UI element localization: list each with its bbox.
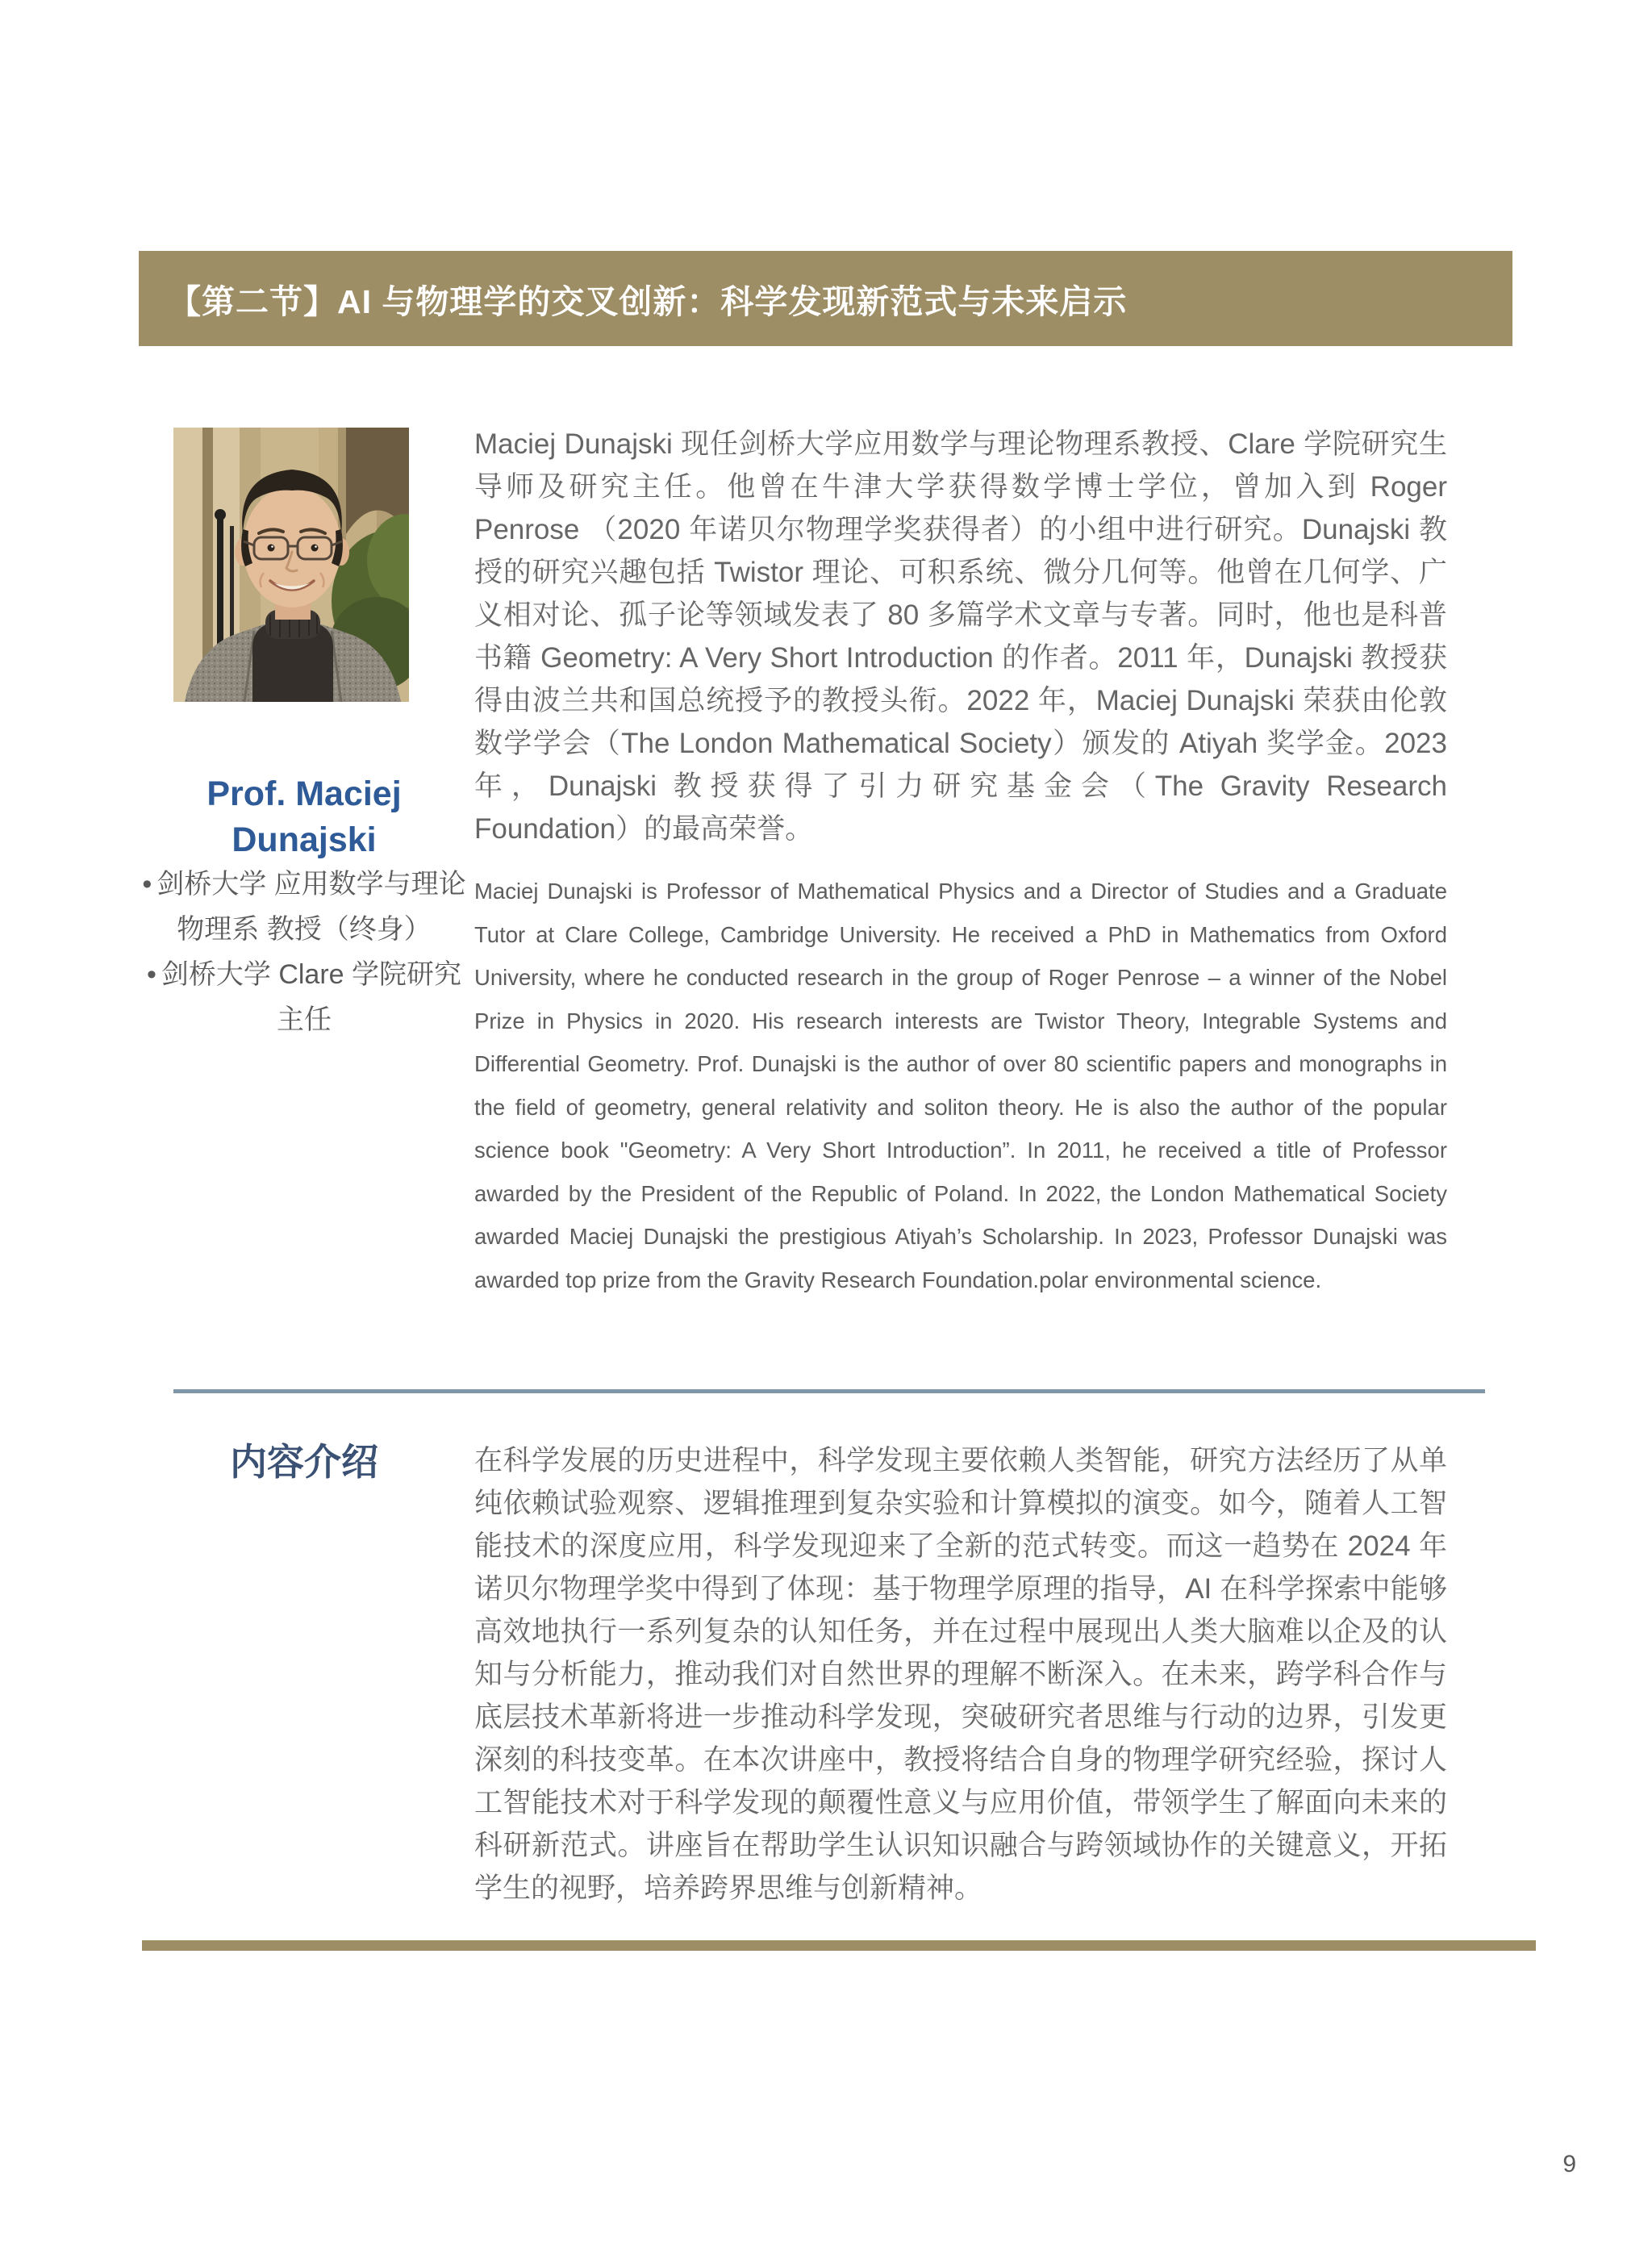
section-banner bbox=[139, 251, 1512, 346]
professor-titles bbox=[136, 862, 473, 1042]
bullet-icon: • bbox=[146, 959, 156, 990]
section-divider-line bbox=[173, 1389, 1485, 1393]
bullet-icon: • bbox=[142, 869, 152, 900]
footer-gold-bar bbox=[142, 1940, 1536, 1951]
title-item: • 剑桥大学 Clare 学院研究主任 bbox=[146, 959, 462, 1035]
section-title: 【第二节】AI 与物理学的交叉创新：科学发现新范式与未来启示 bbox=[168, 282, 1128, 320]
biography-english: Maciej Dunajski is Professor of Mathematical Physics and a Director of Studies and a Graduate Tutor at Clare College, Cambridge University. He received a PhD in Mathematics from Oxford University, where he conducted research in the group of Roger Penrose – a winner of the Nobel Prize in Physics in 2020. His research interests are Twistor Theory, Integrable Systems and Differential Geometry. Prof. Dunajski is the author of over 80 scientific papers and monographs in the field of geometry, general relativity and soliton theory. He is also the author of the popular science book "Geometry: A Very Short Introduction”. In 2011, he received a title of Professor awarded by the President of the Republic of Poland. In 2022, the London Mathematical Society awarded Maciej Dunajski the prestigious Atiyah’s Scholarship. In 2023, Professor Dunajski was awarded top prize from the Gravity Research Foundation.polar environmental science. bbox=[474, 879, 1447, 1292]
professor-name-line2: Dunajski bbox=[232, 820, 377, 859]
biography-chinese: Maciej Dunajski 现任剑桥大学应用数学与理论物理系教授、Clare 学院研究生导师及研究主任。他曾在牛津大学获得数学博士学位，曾加入到 Roger Penrose （2020 年诺贝尔物理学奖获得者）的小组中进行研究。Dunajski 教授的研究兴趣包括 Twistor 理论、可积系统、微分几何等。他曾在几何学、广义相对论、孤子论等领域发表了 80 多篇学术文章与专著。同时，他也是科普书籍 Geometry: A Very Short Introduction 的作者。2011 年，Dunajski 教授获得由波兰共和国总统授予的教授头衔。2022 年，Maciej Dunajski 荣获由伦敦数学学会（The London Mathematical Society）颁发的 Atiyah 奖学金。2023 年，Dunajski 教授获得了引力研究基金会（The Gravity Research Foundation）的最高荣誉。 bbox=[474, 428, 1447, 845]
professor-name bbox=[136, 771, 473, 863]
title-item: • 剑桥大学 应用数学与理论物理系 教授（终身） bbox=[142, 869, 466, 945]
portrait-illustration bbox=[173, 428, 409, 702]
professor-photo bbox=[173, 428, 409, 702]
professor-name-line1: Prof. Maciej bbox=[206, 774, 402, 813]
page-number: 9 bbox=[1562, 2151, 1576, 2177]
content-intro-body: 在科学发展的历史进程中，科学发现主要依赖人类智能，研究方法经历了从单纯依赖试验观察、逻辑推理到复杂实验和计算模拟的演变。如今，随着人工智能技术的深度应用，科学发现迎来了全新的范式转变。而这一趋势在 2024 年诺贝尔物理学奖中得到了体现：基于物理学原理的指导，AI 在科学探索中能够高效地执行一系列复杂的认知任务，并在过程中展现出人类大脑难以企及的认知与分析能力，推动我们对自然世界的理解不断深入。在未来，跨学科合作与底层技术革新将进一步推动科学发现，突破研究者思维与行动的边界，引发更深刻的科技变革。在本次讲座中，教授将结合自身的物理学研究经验，探讨人工智能技术对于科学发现的颠覆性意义与应用价值，带领学生了解面向未来的科研新范式。讲座旨在帮助学生认识知识融合与跨领域协作的关键意义，开拓学生的视野，培养跨界思维与创新精神。 bbox=[474, 1445, 1447, 1904]
content-intro-label: 内容介绍 bbox=[230, 1441, 378, 1483]
